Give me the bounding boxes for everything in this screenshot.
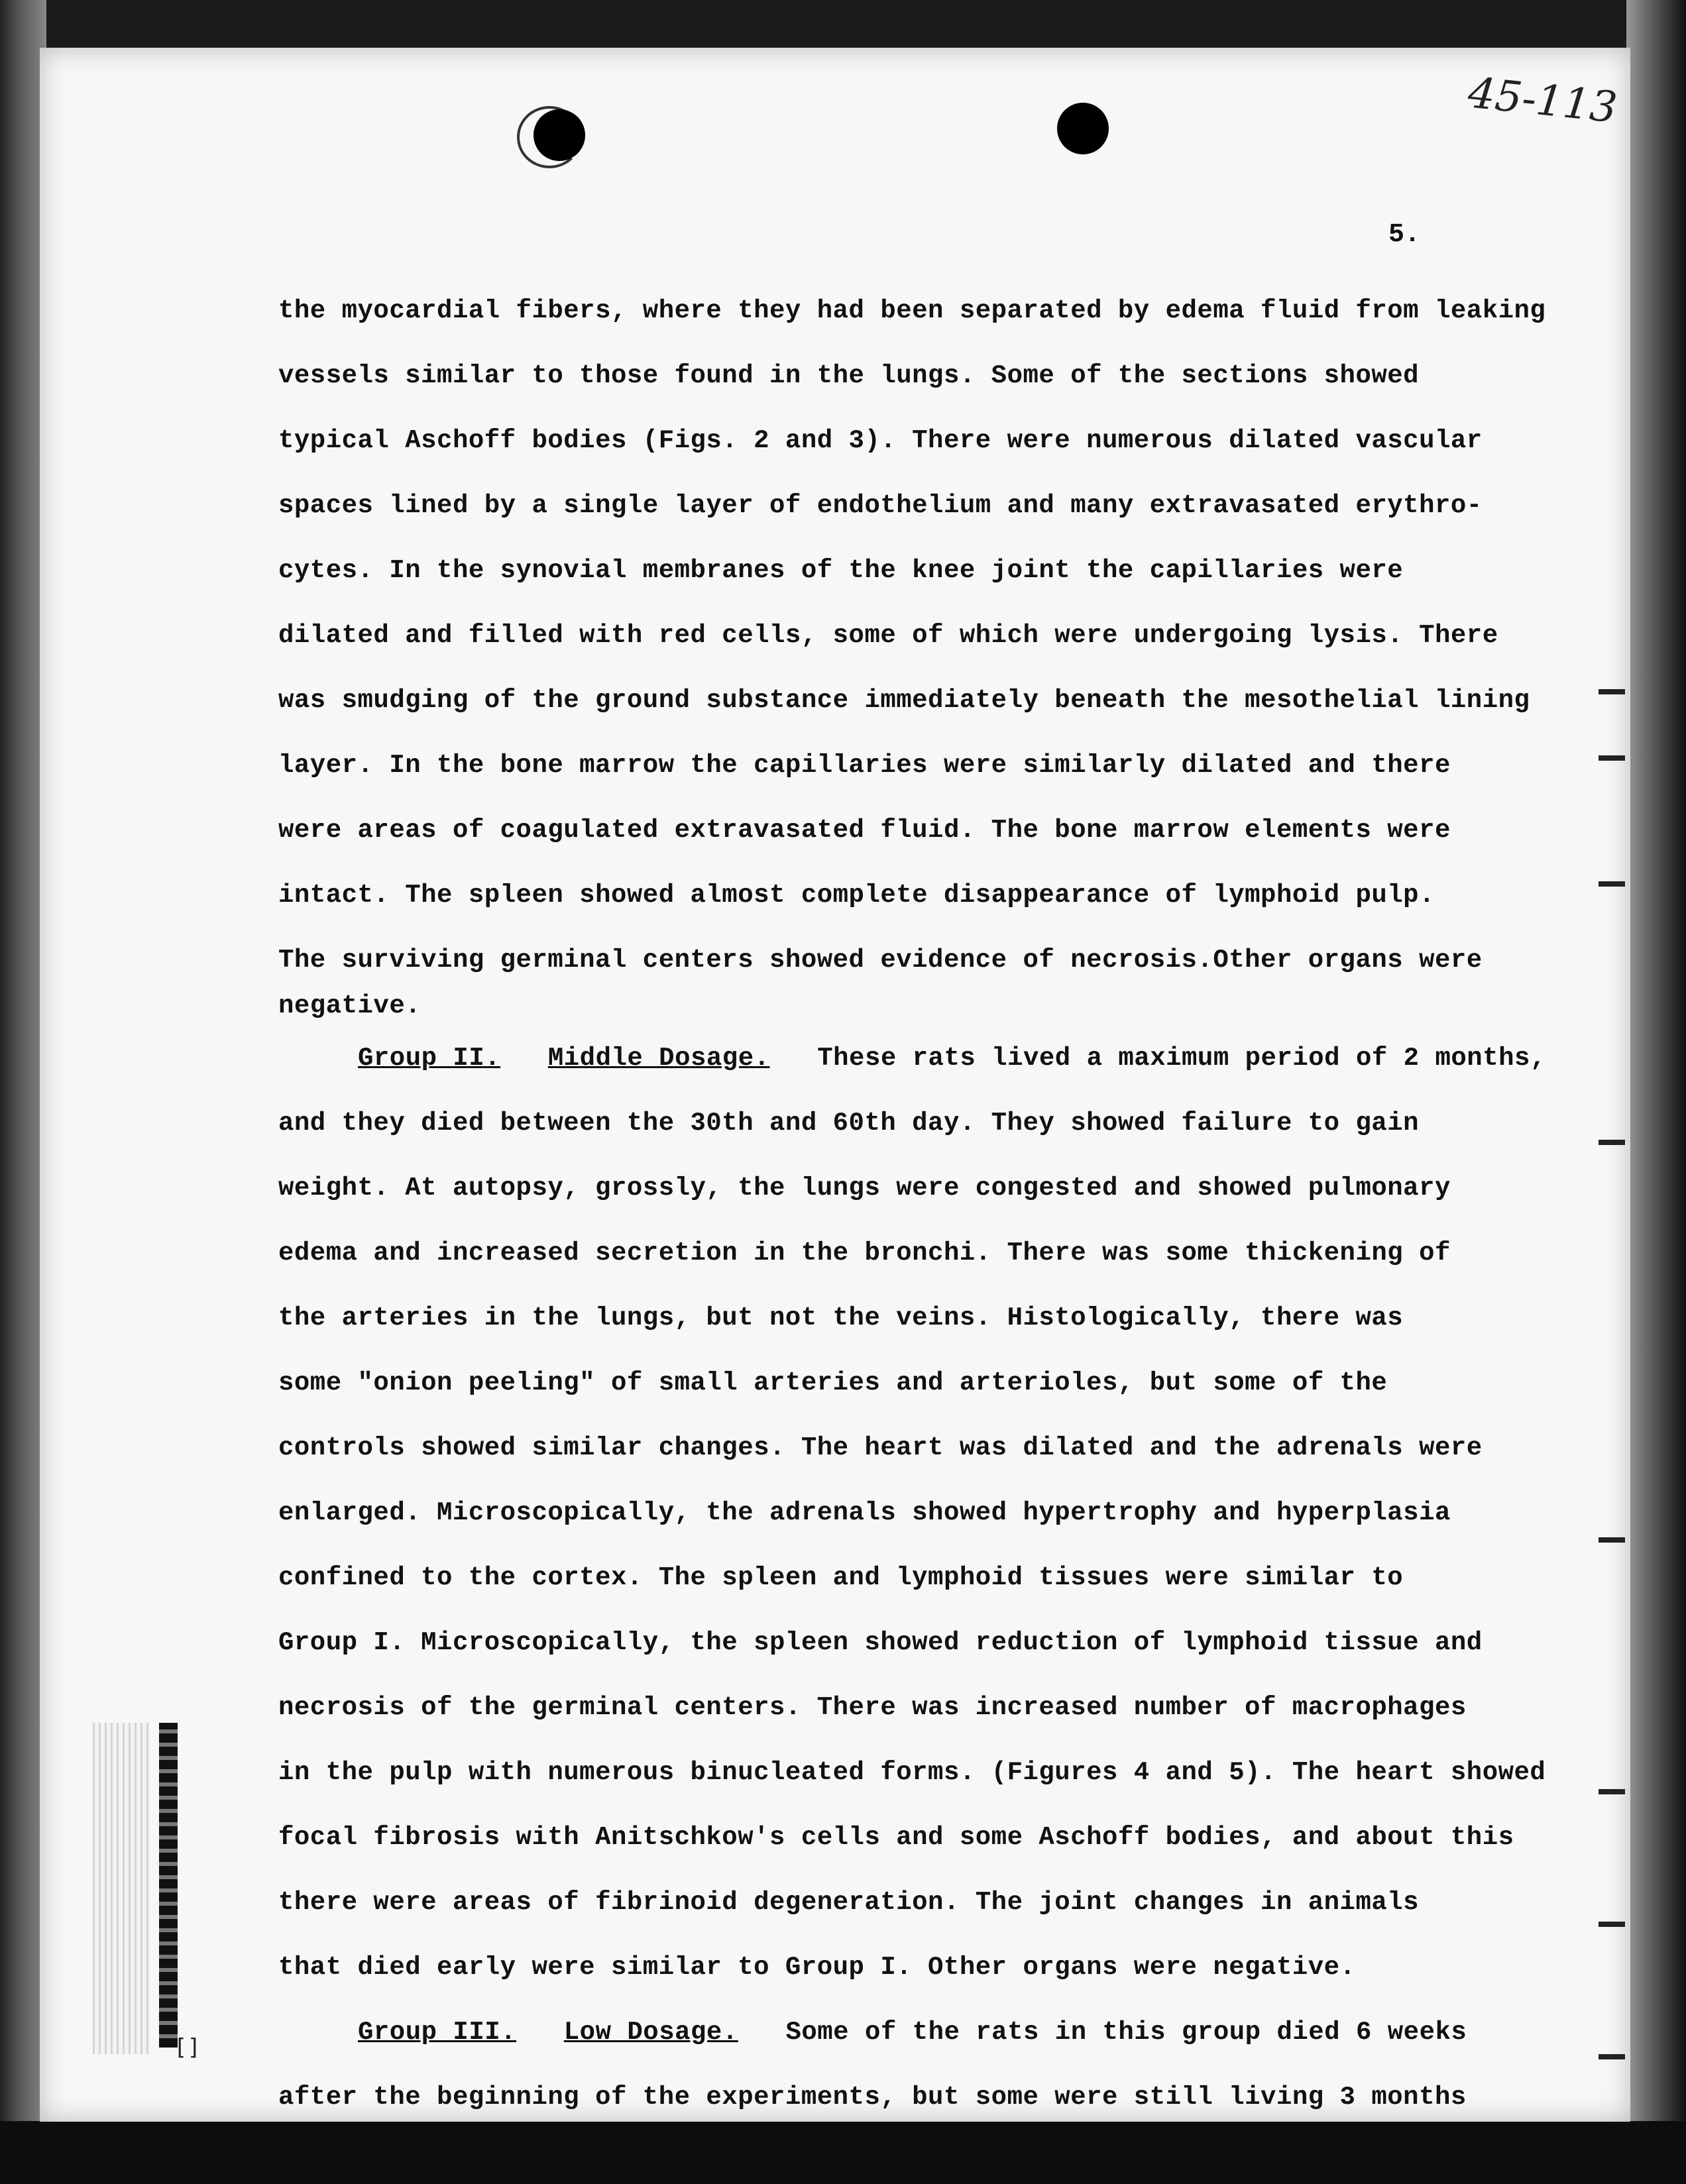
- group-2-subheading: Middle Dosage.: [547, 1044, 770, 1073]
- text-line: was smudging of the ground substance immediately beneath the mesothelial lining: [278, 686, 1530, 715]
- group-3-subheading: Low Dosage.: [563, 2018, 738, 2047]
- text-line: that died early were similar to Group I. Other organs were negative.: [278, 1953, 1356, 1982]
- text-line: the arteries in the lungs, but not the veins. Histologically, there was: [278, 1303, 1404, 1333]
- edge-tick: [1599, 689, 1625, 694]
- text-line: controls showed similar changes. The heart was dilated and the adrenals were: [278, 1433, 1483, 1462]
- text-line: negative.: [278, 991, 422, 1020]
- text-line: layer. In the bone marrow the capillaries were similarly dilated and there: [278, 751, 1451, 780]
- binding-strip: [93, 1723, 149, 2054]
- punch-hole-left: [534, 109, 585, 161]
- text-line: enlarged. Microscopically, the adrenals showed hypertrophy and hyperplasia: [278, 1498, 1451, 1527]
- text-line: confined to the cortex. The spleen and lymphoid tissues were similar to: [278, 1563, 1404, 1592]
- typed-body-text: [278, 278, 1591, 2130]
- scan-right-edge: [1626, 0, 1686, 2184]
- text-line: Group I. Microscopically, the spleen showed reduction of lymphoid tissue and: [278, 1628, 1483, 1657]
- text-line: necrosis of the germinal centers. There was increased number of macrophages: [278, 1693, 1467, 1722]
- binding-edge-marks: [159, 1723, 178, 2048]
- group-3-heading-line: [278, 2000, 1591, 2065]
- group-3-heading: Group III.: [358, 2018, 517, 2047]
- text-line: edema and increased secretion in the bronchi. There was some thickening of: [278, 1238, 1451, 1268]
- text-line: dilated and filled with red cells, some of which were undergoing lysis. There: [278, 621, 1498, 650]
- text-line: after the beginning of the experiments, but some were still living 3 months: [278, 2083, 1467, 2112]
- text-line: were areas of coagulated extravasated fluid. The bone marrow elements were: [278, 816, 1451, 845]
- text-line: some "onion peeling" of small arteries and arterioles, but some of the: [278, 1368, 1388, 1397]
- group-2-heading-line: [278, 1026, 1591, 1091]
- edge-tick: [1599, 1789, 1625, 1794]
- edge-tick: [1599, 2054, 1625, 2059]
- text-line: spaces lined by a single layer of endothelium and many extravasated erythro-: [278, 491, 1483, 520]
- bracket-mark: []: [174, 2034, 201, 2061]
- edge-tick: [1599, 1140, 1625, 1145]
- text-line: there were areas of fibrinoid degeneration. The joint changes in animals: [278, 1888, 1420, 1917]
- text-line: weight. At autopsy, grossly, the lungs were congested and showed pulmonary: [278, 1174, 1451, 1203]
- scan-bottom-edge: [0, 2121, 1686, 2184]
- text-line: intact. The spleen showed almost complete disappearance of lymphoid pulp.: [278, 881, 1435, 910]
- edge-tick: [1599, 881, 1625, 887]
- punch-hole-right: [1057, 103, 1109, 154]
- text-line: vessels similar to those found in the lungs. Some of the sections showed: [278, 361, 1420, 390]
- handwritten-document-number: 45-113: [1465, 68, 1620, 133]
- edge-tick: [1599, 755, 1625, 761]
- edge-tick: [1599, 1922, 1625, 1927]
- page-number: 5.: [1388, 220, 1421, 250]
- text-line: cytes. In the synovial membranes of the knee joint the capillaries were: [278, 556, 1404, 585]
- group-3-first-line: Some of the rats in this group died 6 weeks: [785, 2018, 1467, 2047]
- text-line: and they died between the 30th and 60th day. They showed failure to gain: [278, 1109, 1420, 1138]
- text-line: focal fibrosis with Anitschkow's cells and some Aschoff bodies, and about this: [278, 1823, 1514, 1852]
- edge-tick: [1599, 1537, 1625, 1543]
- text-line: the myocardial fibers, where they had been separated by edema fluid from leaking: [278, 296, 1546, 325]
- text-line: The surviving germinal centers showed evidence of necrosis.Other organs were: [278, 946, 1483, 975]
- group-2-heading: Group II.: [358, 1044, 501, 1073]
- group-2-first-line: These rats lived a maximum period of 2 months,: [817, 1044, 1546, 1073]
- text-line: in the pulp with numerous binucleated forms. (Figures 4 and 5). The heart showed: [278, 1758, 1546, 1787]
- text-line: typical Aschoff bodies (Figs. 2 and 3). There were numerous dilated vascular: [278, 426, 1483, 455]
